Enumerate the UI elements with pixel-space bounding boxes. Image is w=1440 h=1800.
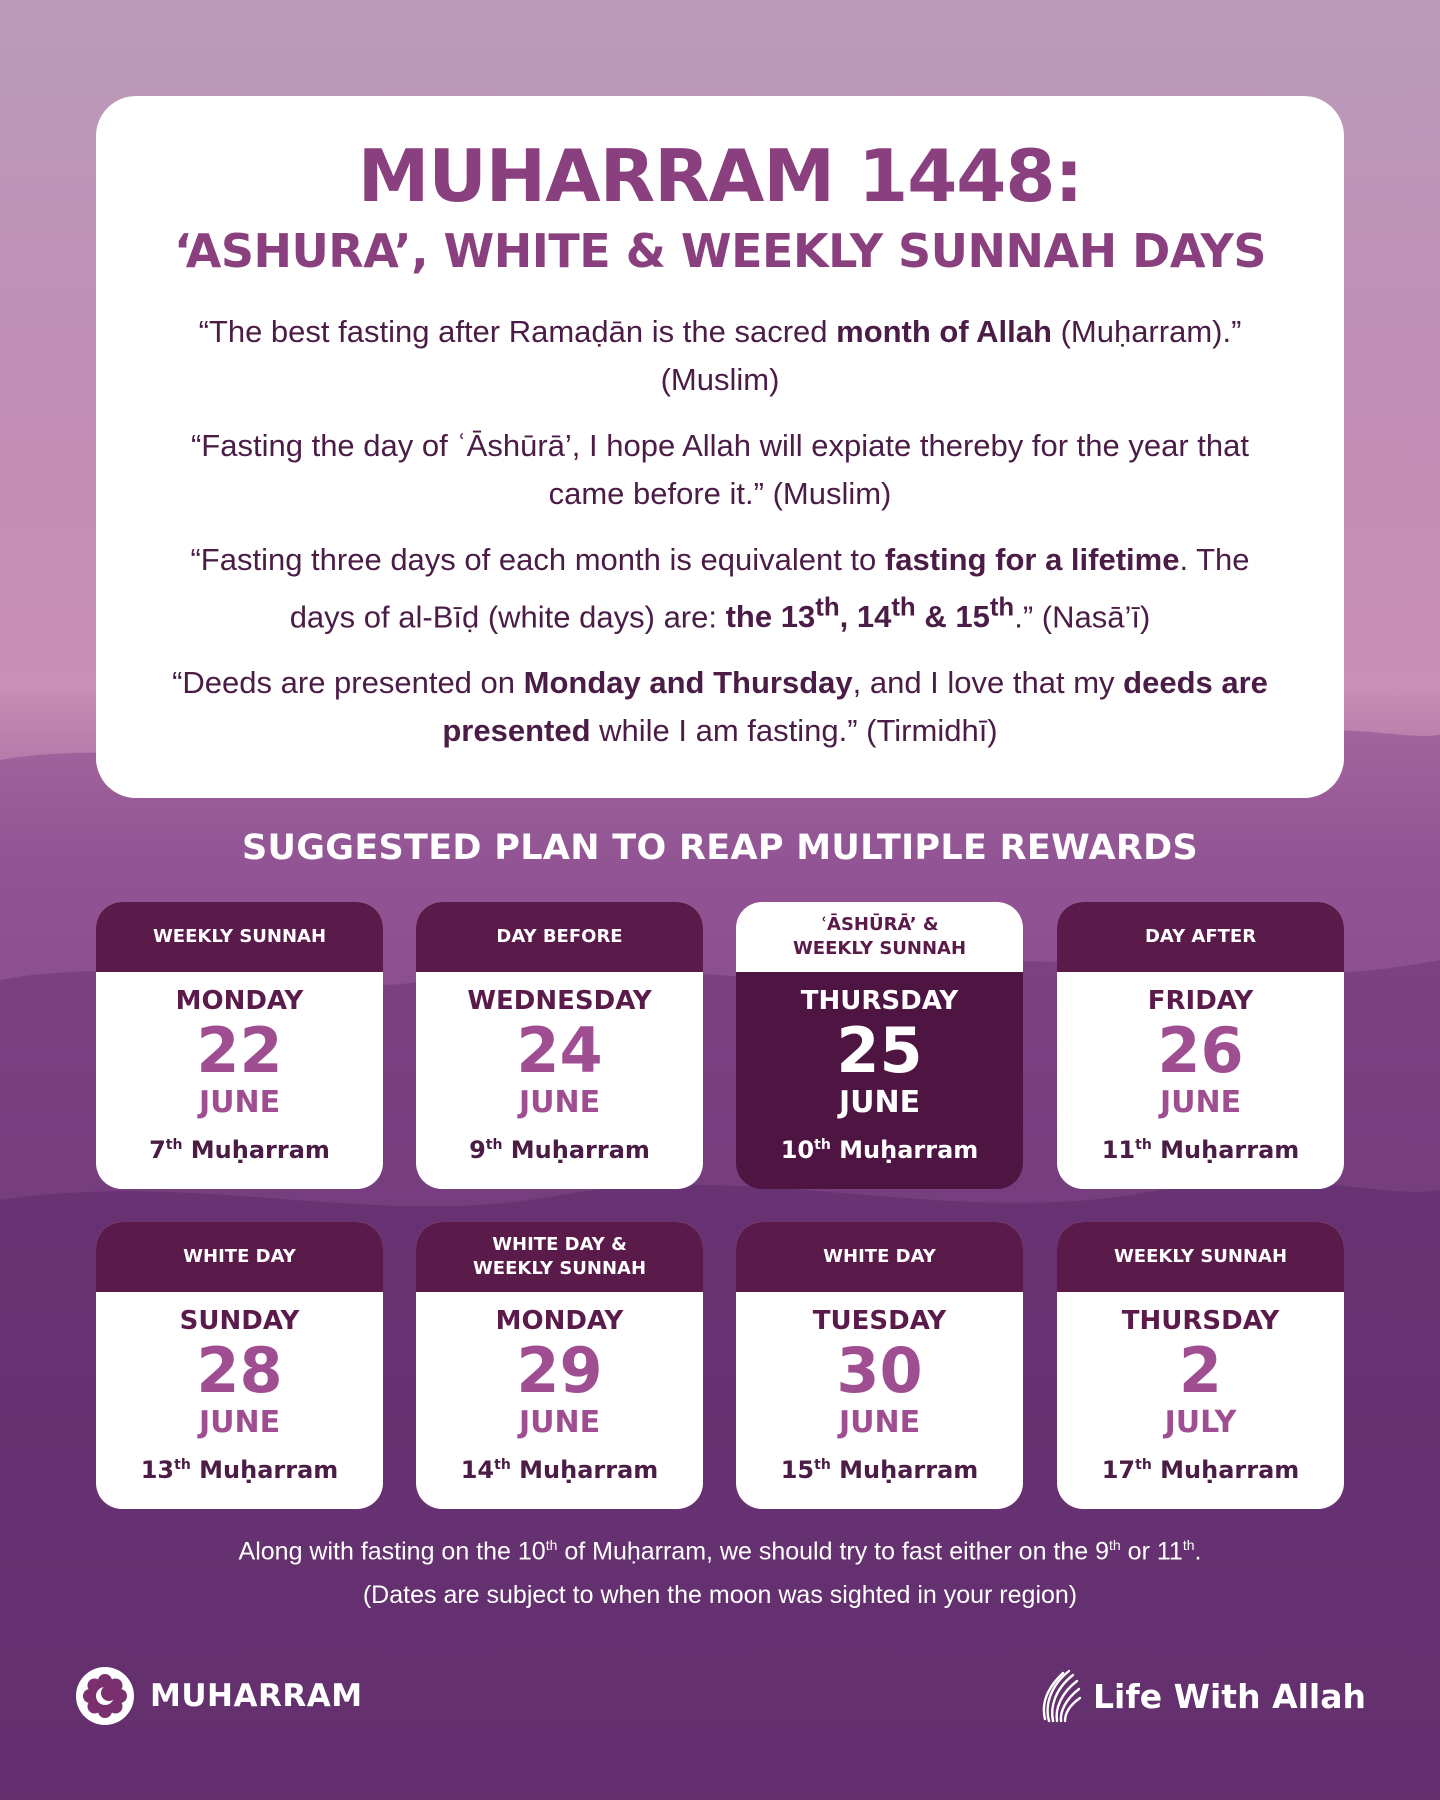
day-month: JUNE xyxy=(1159,1085,1242,1120)
day-tag: WEEKLY SUNNAH xyxy=(1057,1222,1344,1292)
day-number: 28 xyxy=(196,1334,283,1407)
footnote-line-2: (Dates are subject to when the moon was sighted in your region) xyxy=(362,1581,1078,1609)
day-card xyxy=(96,902,383,1189)
day-tag: DAY AFTER xyxy=(1057,902,1344,972)
day-number: 30 xyxy=(836,1334,923,1407)
day-tag: DAY BEFORE xyxy=(416,902,703,972)
day-number: 25 xyxy=(836,1014,923,1087)
day-weekday: MONDAY xyxy=(175,986,304,1016)
day-hijri: 10th Muḥarram xyxy=(780,1136,979,1164)
day-tag: WHITE DAY & WEEKLY SUNNAH xyxy=(416,1222,703,1292)
day-hijri: 11th Muḥarram xyxy=(1101,1136,1300,1164)
day-hijri: 7th Muḥarram xyxy=(149,1136,330,1164)
day-month: JUNE xyxy=(838,1085,921,1120)
hadith-quote-4: “Deeds are presented on Monday and Thursday, and I love that my deeds are presented while I am fasting.” (Tirmidhī) xyxy=(172,665,1268,749)
day-number: 2 xyxy=(1178,1334,1223,1407)
day-card xyxy=(736,1222,1023,1509)
day-hijri: 14th Muḥarram xyxy=(460,1456,659,1484)
day-card-ashura xyxy=(736,902,1023,1189)
feather-logo-icon xyxy=(1039,1667,1083,1725)
day-hijri: 17th Muḥarram xyxy=(1101,1456,1300,1484)
day-tag: WHITE DAY xyxy=(736,1222,1023,1292)
page-subtitle: ‘ASHURA’, WHITE & WEEKLY SUNNAH DAYS xyxy=(174,224,1266,278)
day-card xyxy=(1057,902,1344,1189)
day-month: JUNE xyxy=(198,1085,281,1120)
day-weekday: THURSDAY xyxy=(1121,1306,1280,1336)
day-number: 26 xyxy=(1157,1014,1244,1087)
day-month: JULY xyxy=(1164,1405,1237,1440)
day-month: JUNE xyxy=(518,1405,601,1440)
day-tag: WEEKLY SUNNAH xyxy=(96,902,383,972)
day-card xyxy=(416,1222,703,1509)
footnote-line-1: Along with fasting on the 10th of Muḥarram, we should try to fast either on the 9th or 11th. xyxy=(238,1537,1202,1566)
day-number: 24 xyxy=(516,1014,603,1087)
day-weekday: SUNDAY xyxy=(179,1306,300,1336)
hadith-quote-1: “The best fasting after Ramaḍān is the sacred month of Allah (Muḥarram).” (Muslim) xyxy=(198,314,1242,397)
hadith-quote-2: “Fasting the day of ʿĀshūrā’, I hope Allah will expiate thereby for the year that came before it.” (Muslim) xyxy=(190,428,1250,511)
life-with-allah-name: Life With Allah xyxy=(1093,1676,1366,1716)
quote-card xyxy=(96,96,1344,798)
day-weekday: FRIDAY xyxy=(1147,986,1254,1016)
hadith-quote-3: “Fasting three days of each month is equivalent to fasting for a lifetime. The days of al-Bīḍ (white days) are: the 13th, 14th & 15th.” (Nasā’ī) xyxy=(190,542,1250,635)
day-hijri: 13th Muḥarram xyxy=(140,1456,339,1484)
plan-heading: SUGGESTED PLAN TO REAP MULTIPLE REWARDS xyxy=(242,828,1198,868)
day-hijri: 9th Muḥarram xyxy=(469,1136,650,1164)
page-title: MUHARRAM 1448: xyxy=(357,134,1083,218)
day-weekday: WEDNESDAY xyxy=(467,986,652,1016)
day-weekday: TUESDAY xyxy=(812,1306,947,1336)
day-tag: ʿĀSHŪRĀ’ & WEEKLY SUNNAH xyxy=(736,902,1023,972)
day-hijri: 15th Muḥarram xyxy=(780,1456,979,1484)
day-card xyxy=(96,1222,383,1509)
day-month: JUNE xyxy=(198,1405,281,1440)
muharram-brand-name: MUHARRAM xyxy=(150,1678,363,1714)
day-card xyxy=(1057,1222,1344,1509)
day-month: JUNE xyxy=(838,1405,921,1440)
day-weekday: THURSDAY xyxy=(800,986,959,1016)
life-with-allah-brand xyxy=(1039,1666,1366,1726)
day-number: 29 xyxy=(516,1334,603,1407)
day-tag: WHITE DAY xyxy=(96,1222,383,1292)
muharram-brand xyxy=(76,1666,363,1726)
day-number: 22 xyxy=(196,1014,283,1087)
day-month: JUNE xyxy=(518,1085,601,1120)
day-card xyxy=(416,902,703,1189)
crescent-flower-icon xyxy=(76,1667,134,1725)
day-weekday: MONDAY xyxy=(495,1306,624,1336)
